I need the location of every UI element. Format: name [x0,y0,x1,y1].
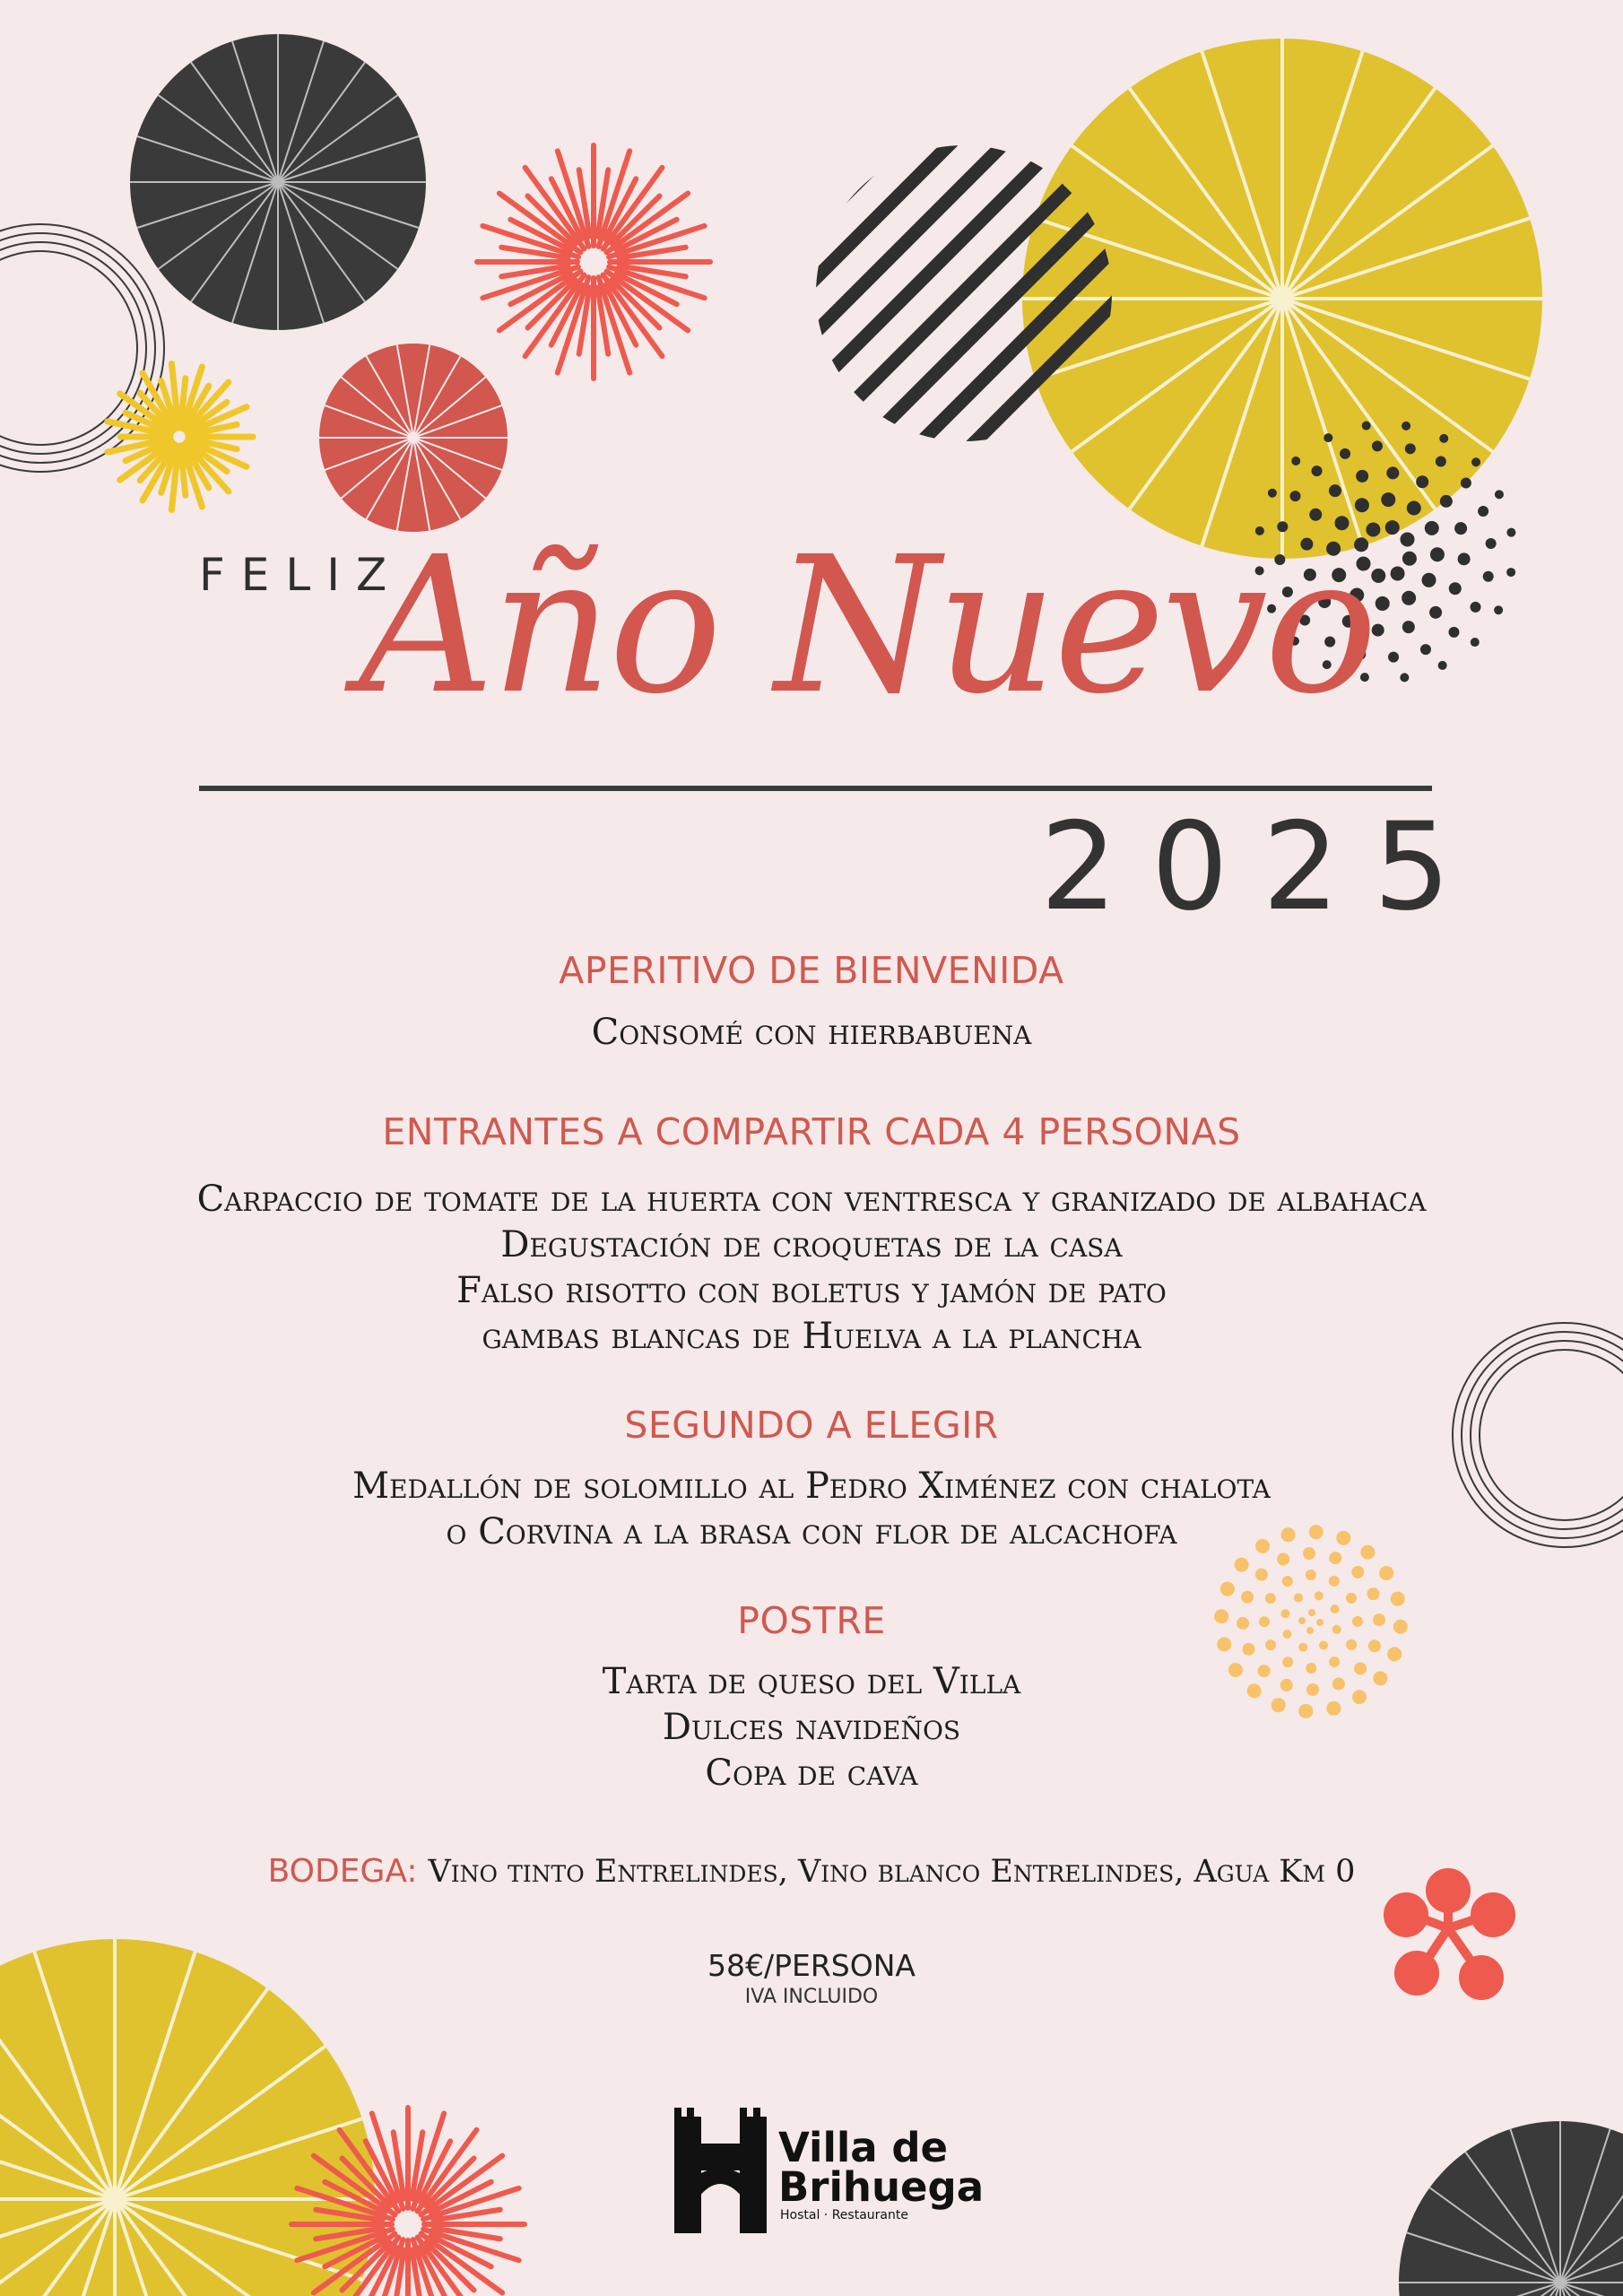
feliz-label: FELIZ [199,549,404,601]
dish-item: Tarta de queso del Villa [602,1661,1021,1702]
dish-item: Medallón de solomillo al Pedro Ximénez con chalota [352,1465,1271,1507]
section-heading-postre: POSTRE [737,1599,886,1642]
dish-item: Consomé con hierbabuena [591,1012,1032,1053]
dish-item: Carpaccio de tomate de la huerta con ventresca y granizado de albahaca [196,1178,1427,1220]
title-divider [199,786,1432,791]
dark-spoked-circle-bottom [1399,2121,1623,2296]
bodega-label: BODEGA: [267,1853,418,1890]
logo-text-line1: Villa de [778,2124,949,2171]
section-heading-aperitivo: APERITIVO DE BIENVENIDA [559,949,1064,992]
logo-subtitle: Hostal · Restaurante [780,2208,908,2222]
logo-text-line2: Brihuega [778,2163,985,2211]
red-firework-burst [477,145,710,378]
dish-item: Falso risotto con boletus y jamón de pato [456,1270,1167,1311]
bodega-row [0,1853,1623,1890]
dark-spoked-circle [130,34,426,330]
bodega-text: Vino tinto Entrelindes, Vino blanco Entrelindes, Agua Km 0 [428,1854,1356,1890]
castle-gate-logo-icon [674,2108,767,2233]
dish-item: Copa de cava [705,1752,918,1794]
dish-item: o Corvina a la brasa con flor de alcachofa [446,1511,1177,1552]
tax-note: IVA INCLUIDO [744,1986,879,2008]
section-heading-segundo: SEGUNDO A ELEGIR [624,1404,999,1447]
dish-item: Degustación de croquetas de la casa [500,1224,1123,1265]
section-heading-entrantes: ENTRANTES A COMPARTIR CADA 4 PERSONAS [382,1110,1241,1153]
year-label: 2025 [1040,796,1485,937]
dish-item: Dulces navideños [662,1707,961,1748]
price-label: 58€/PERSONA [707,1948,916,1983]
page-title: Año Nuevo [359,516,1375,735]
red-spoked-circle [319,344,508,532]
dish-item: gambas blancas de Huelva a la plancha [482,1316,1141,1357]
